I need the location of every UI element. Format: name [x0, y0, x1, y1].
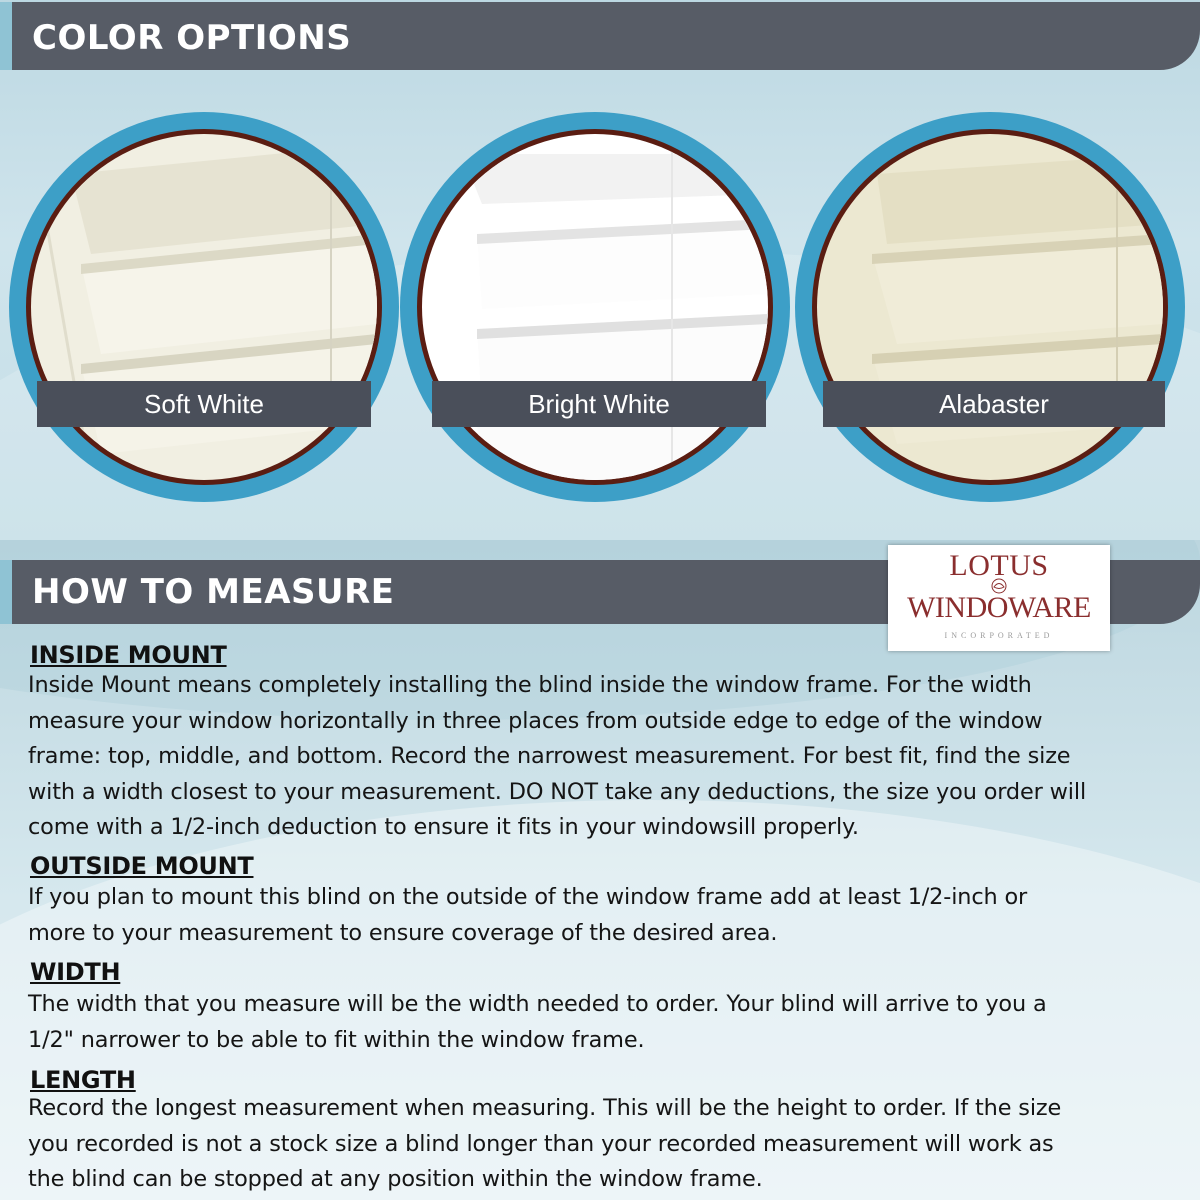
swatch-alabaster: [795, 112, 1185, 502]
swatch-ring: [26, 129, 382, 485]
text-line: Record the longest measurement when measuring. This will be the height to order. If the size: [28, 1095, 1062, 1121]
header-accent: [0, 560, 12, 624]
swatch-bright-white: [400, 112, 790, 502]
how-to-measure-title: HOW TO MEASURE: [32, 572, 395, 612]
text-line: you recorded is not a stock size a blind longer than your recorded measurement will work as: [28, 1130, 1054, 1157]
logo-text-windoware: WINDOWARE: [907, 591, 1091, 624]
swatch-image: [817, 134, 1163, 480]
text-line: frame: top, middle, and bottom. Record the narrowest measurement. For best fit, find the size: [28, 743, 1071, 770]
swatch-label-alabaster: Alabaster: [823, 381, 1165, 427]
inside-mount-text: [28, 668, 1188, 846]
header-accent: [0, 2, 12, 70]
swatch-label-soft-white: Soft White: [37, 381, 371, 427]
swatch-ring: [417, 129, 773, 485]
heading-width: WIDTH: [30, 958, 121, 986]
text-line: the blind can be stopped at any position within the window frame.: [28, 1166, 763, 1193]
color-options-header: [0, 2, 1200, 70]
outside-mount-text: [28, 880, 1188, 951]
logo-text-incorporated: INCORPORATED: [944, 631, 1054, 640]
swatch-label-bright-white: Bright White: [432, 381, 766, 427]
swatch-image: [31, 134, 377, 480]
text-line: 1/2" narrower to be able to fit within the window frame.: [28, 1026, 645, 1053]
swatch-ring: [812, 129, 1168, 485]
color-options-title: COLOR OPTIONS: [32, 18, 352, 58]
heading-outside-mount: OUTSIDE MOUNT: [30, 852, 254, 880]
text-line: The width that you measure will be the width needed to order. Your blind will arrive to you a: [28, 991, 1047, 1017]
swatch-soft-white: [9, 112, 399, 502]
width-text: [28, 987, 1188, 1058]
logo-text-lotus: LOTUS: [949, 549, 1049, 582]
text-line: with a width closest to your measurement. DO NOT take any deductions, the size you order will: [28, 778, 1087, 805]
text-line: more to your measurement to ensure coverage of the desired area.: [28, 919, 778, 946]
lotus-windoware-logo: [888, 545, 1110, 651]
text-line: come with a 1/2-inch deduction to ensure it fits in your windowsill properly.: [28, 814, 859, 841]
text-line: Inside Mount means completely installing the blind inside the window frame. For the width: [28, 672, 1032, 698]
swatch-image: [422, 134, 768, 480]
heading-length: LENGTH: [30, 1066, 136, 1094]
length-text: [28, 1091, 1188, 1198]
text-line: If you plan to mount this blind on the outside of the window frame add at least 1/2-inch or: [28, 884, 1028, 910]
heading-inside-mount: INSIDE MOUNT: [30, 641, 227, 669]
text-line: measure your window horizontally in three places from outside edge to edge of the window: [28, 707, 1043, 734]
